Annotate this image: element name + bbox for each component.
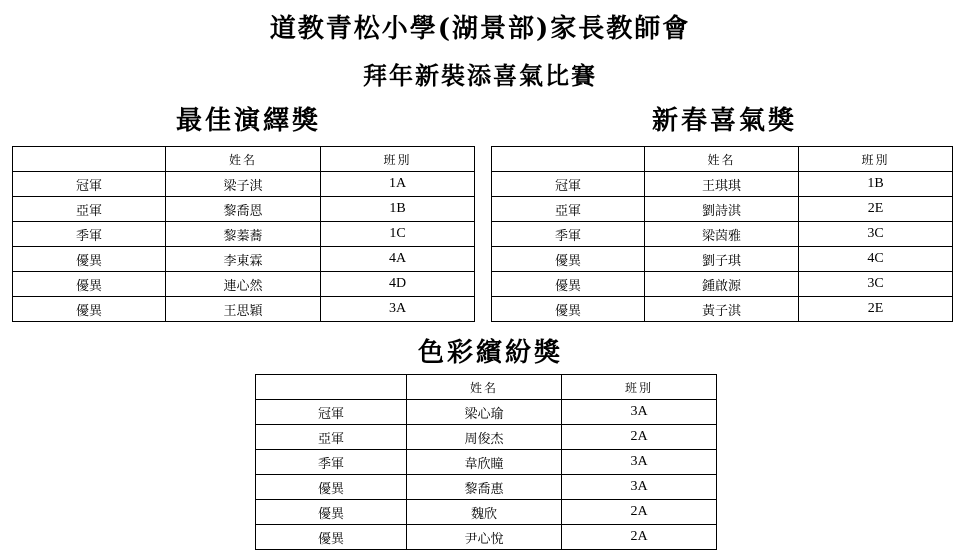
rank-cell: 冠軍: [256, 400, 407, 425]
class-cell: 2A: [562, 500, 717, 525]
section-title-best-performance: 最佳演繹獎: [176, 106, 322, 136]
section-title-colorful: 色彩繽紛獎: [418, 338, 564, 368]
name-cell: 王思穎: [166, 297, 321, 322]
class-cell: 4D: [321, 272, 475, 297]
class-cell: 1C: [321, 222, 475, 247]
name-cell: 梁茵雅: [645, 222, 799, 247]
class-cell: 3A: [321, 297, 475, 322]
table-row: [256, 475, 717, 500]
rank-cell: 冠軍: [13, 172, 166, 197]
table-row: [492, 222, 953, 247]
rank-cell: 優異: [13, 247, 166, 272]
rank-cell: 優異: [256, 475, 407, 500]
rank-cell: 優異: [492, 247, 645, 272]
rank-cell: 亞軍: [13, 197, 166, 222]
rank-cell: 季軍: [492, 222, 645, 247]
name-cell: 周俊杰: [407, 425, 562, 450]
class-header: 班別: [562, 375, 717, 400]
name-cell: 連心然: [166, 272, 321, 297]
rank-cell: 季軍: [13, 222, 166, 247]
table-row: [13, 197, 475, 222]
name-cell: 李東霖: [166, 247, 321, 272]
class-header: 班別: [321, 147, 475, 172]
rank-cell: 季軍: [256, 450, 407, 475]
class-cell: 4C: [799, 247, 953, 272]
table-row: [13, 297, 475, 322]
rank-cell: 冠軍: [492, 172, 645, 197]
table-header-row: [256, 375, 717, 400]
class-cell: 4A: [321, 247, 475, 272]
name-header: 姓名: [166, 147, 321, 172]
name-cell: 黃子淇: [645, 297, 799, 322]
name-cell: 韋欣瞳: [407, 450, 562, 475]
name-cell: 梁心瑜: [407, 400, 562, 425]
page-title: 道教青松小學(湖景部)家長教師會: [269, 14, 691, 44]
name-header: 姓名: [407, 375, 562, 400]
award-table-colorful: [255, 374, 717, 550]
name-cell: 魏欣: [407, 500, 562, 525]
table-header-row: [492, 147, 953, 172]
award-table-best-performance: [12, 146, 475, 322]
table-row: [256, 500, 717, 525]
rank-header: [13, 147, 166, 172]
rank-cell: 優異: [256, 525, 407, 550]
class-cell: 3A: [562, 475, 717, 500]
class-cell: 1B: [799, 172, 953, 197]
name-header: 姓名: [645, 147, 799, 172]
class-cell: 2E: [799, 197, 953, 222]
name-cell: 劉子琪: [645, 247, 799, 272]
name-cell: 尹心悅: [407, 525, 562, 550]
table-row: [13, 272, 475, 297]
rank-cell: 亞軍: [492, 197, 645, 222]
rank-header: [492, 147, 645, 172]
rank-cell: 亞軍: [256, 425, 407, 450]
class-cell: 2A: [562, 425, 717, 450]
class-cell: 3A: [562, 450, 717, 475]
name-cell: 鍾啟源: [645, 272, 799, 297]
table-header-row: [13, 147, 475, 172]
class-cell: 3A: [562, 400, 717, 425]
name-cell: 黎喬惠: [407, 475, 562, 500]
class-cell: 3C: [799, 272, 953, 297]
competition-title: 拜年新裝添喜氣比賽: [363, 61, 597, 90]
table-row: [256, 400, 717, 425]
rank-cell: 優異: [13, 272, 166, 297]
table-row: [256, 525, 717, 550]
name-cell: 劉詩淇: [645, 197, 799, 222]
class-cell: 1B: [321, 197, 475, 222]
table-row: [492, 247, 953, 272]
rank-cell: 優異: [492, 272, 645, 297]
table-row: [492, 272, 953, 297]
table-row: [256, 450, 717, 475]
table-row: [13, 172, 475, 197]
class-cell: 1A: [321, 172, 475, 197]
rank-cell: 優異: [492, 297, 645, 322]
class-header: 班別: [799, 147, 953, 172]
rank-cell: 優異: [13, 297, 166, 322]
table-row: [256, 425, 717, 450]
name-cell: 黎喬恩: [166, 197, 321, 222]
name-cell: 黎蓁蕎: [166, 222, 321, 247]
table-row: [13, 222, 475, 247]
section-title-festive-spirit: 新春喜氣獎: [652, 106, 798, 136]
name-cell: 王琪琪: [645, 172, 799, 197]
class-cell: 2A: [562, 525, 717, 550]
name-cell: 梁子淇: [166, 172, 321, 197]
class-cell: 3C: [799, 222, 953, 247]
table-row: [13, 247, 475, 272]
rank-cell: 優異: [256, 500, 407, 525]
table-row: [492, 172, 953, 197]
award-table-festive-spirit: [491, 146, 953, 322]
table-row: [492, 197, 953, 222]
class-cell: 2E: [799, 297, 953, 322]
table-row: [492, 297, 953, 322]
rank-header: [256, 375, 407, 400]
